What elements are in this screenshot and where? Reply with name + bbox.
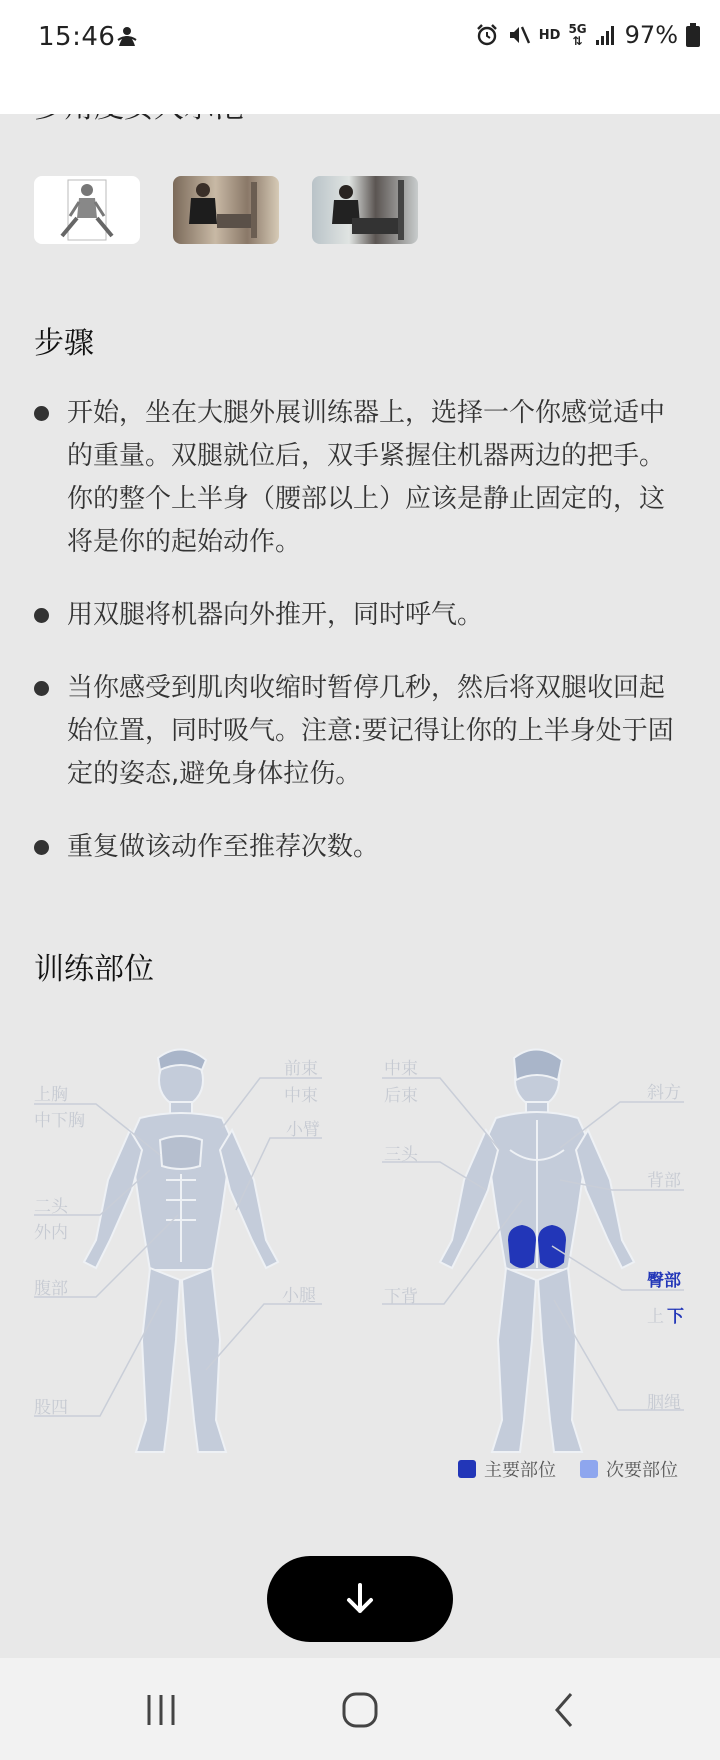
photo-figure-icon (173, 176, 279, 244)
signal-icon (595, 24, 617, 46)
arrow-down-icon (345, 1582, 375, 1616)
label-lower: 下 (667, 1307, 684, 1327)
back-body-figure (440, 1049, 634, 1452)
steps-list (34, 392, 674, 899)
steps-title: 步骤 (34, 326, 94, 361)
legend-primary: 主要部位 (458, 1456, 556, 1482)
alarm-icon (475, 23, 499, 47)
exercise-diagram-icon (34, 176, 140, 244)
label-traps: 斜方 (647, 1083, 681, 1103)
bullet-icon (34, 840, 49, 855)
label-glutes: 臀部 (647, 1271, 681, 1291)
label-triceps: 三头 (384, 1145, 418, 1165)
home-icon (341, 1691, 379, 1729)
step-item: 开始，坐在大腿外展训练器上，选择一个你感觉适中的重量。双腿就位后，双手紧握住机器两边的把手。你的整个上半身（腰部以上）应该是静止固定的，这将是你的起始动作。 (34, 392, 674, 564)
label-forearm: 小臂 (286, 1120, 320, 1140)
muscle-map (0, 1040, 720, 1480)
back-button[interactable] (542, 1688, 586, 1732)
demo-thumbnail-diagram[interactable] (34, 176, 140, 244)
mute-icon (507, 23, 531, 47)
step-item: 用双腿将机器向外推开，同时呼气。 (34, 594, 674, 637)
status-bar (0, 0, 720, 62)
label-upper: 上 (647, 1307, 664, 1327)
muscles-title: 训练部位 (34, 952, 154, 987)
label-forearm-inner: 外内 (34, 1223, 68, 1243)
step-item: 重复做该动作至推荐次数。 (34, 826, 674, 869)
top-app-bar (0, 62, 720, 114)
status-time: 15:46 (38, 22, 116, 52)
network-indicator: 5G ⇅ (568, 22, 587, 48)
photo-figure-icon (312, 176, 418, 244)
step-item: 当你感受到肌肉收缩时暂停几秒，然后将双腿收回起始位置，同时吸气。注意:要记得让你的上半身处于固定的姿态,避免身体拉伤。 (34, 667, 674, 796)
label-biceps: 二头 (34, 1197, 68, 1217)
label-back-mid-delt: 中束 (384, 1059, 418, 1079)
back-icon (551, 1691, 577, 1729)
label-calf: 小腿 (282, 1286, 316, 1306)
data-arrows-icon: ⇅ (572, 34, 583, 48)
label-rear-delt: 后束 (384, 1086, 418, 1106)
demo-thumbnail-photo-1[interactable] (173, 176, 279, 244)
primary-swatch (458, 1460, 476, 1478)
hd-indicator: HD (538, 27, 561, 43)
label-front-delt: 前束 (284, 1059, 318, 1079)
legend-secondary: 次要部位 (580, 1456, 678, 1482)
label-lower-back: 下背 (384, 1287, 418, 1307)
label-mid-lower-chest: 中下胸 (34, 1111, 85, 1131)
secondary-swatch (580, 1460, 598, 1478)
label-upper-chest: 上胸 (34, 1085, 68, 1105)
muscle-diagram (0, 1040, 720, 1480)
recent-apps-button[interactable] (139, 1688, 183, 1732)
bullet-icon (34, 406, 49, 421)
notification-icon (114, 24, 140, 50)
battery-percent: 97% (624, 21, 678, 49)
leader-lines (34, 1078, 684, 1416)
bullet-icon (34, 608, 49, 623)
home-button[interactable] (338, 1688, 382, 1732)
status-icons (475, 20, 700, 50)
label-abs: 腹部 (34, 1279, 68, 1299)
battery-icon (686, 23, 700, 47)
recent-apps-icon (143, 1693, 179, 1727)
label-mid-delt: 中束 (284, 1086, 318, 1106)
system-nav-bar (0, 1658, 720, 1760)
label-back: 背部 (647, 1171, 681, 1191)
demo-thumbnails (34, 176, 418, 244)
bullet-icon (34, 681, 49, 696)
scroll-down-button[interactable] (267, 1556, 453, 1642)
label-quads: 股四 (34, 1398, 68, 1418)
demo-thumbnail-photo-2[interactable] (312, 176, 418, 244)
label-hamstrings: 胭绳 (647, 1393, 681, 1413)
